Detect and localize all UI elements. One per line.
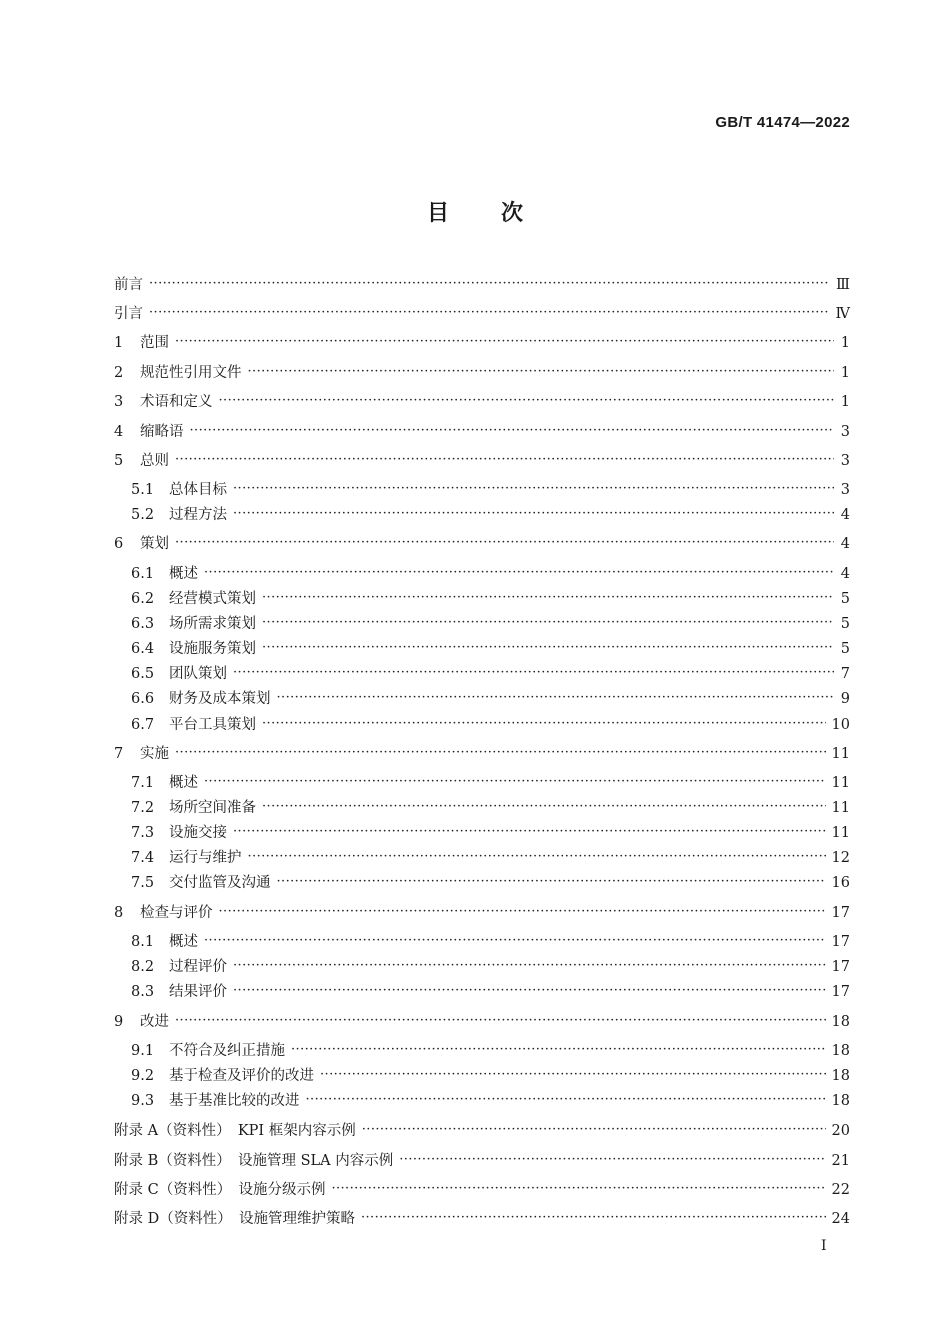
toc-entry-page: 17 (831, 984, 850, 1000)
toc-entry-number: 5.1 (131, 482, 155, 498)
toc-entry-number: 5 (114, 453, 124, 469)
footer-page-number: Ⅰ (821, 1238, 827, 1254)
toc-entry-page: 3 (840, 424, 850, 440)
toc-entry-label: 附录 C（资料性） 设施分级示例 (114, 1182, 326, 1198)
toc-entry[interactable] (114, 421, 850, 443)
toc-entry-page: 11 (831, 800, 850, 816)
toc-entry[interactable] (114, 1208, 850, 1230)
toc-entry-page: 3 (840, 453, 850, 469)
toc-entry-page: 22 (831, 1182, 850, 1198)
toc-entry-number: 6.2 (131, 591, 155, 607)
dot-leader (219, 906, 826, 920)
dot-leader (277, 876, 826, 890)
dot-leader (233, 508, 834, 522)
toc-entry[interactable] (114, 362, 850, 384)
toc-entry-number: 9.2 (131, 1068, 155, 1084)
dot-leader (233, 483, 834, 497)
toc-entry-label: 范围 (140, 335, 169, 351)
toc-entry[interactable] (114, 504, 850, 526)
dot-leader (175, 454, 834, 468)
dot-leader (204, 567, 834, 581)
page-title (0, 196, 950, 227)
toc-entry-page: 1 (840, 365, 850, 381)
toc-entry-label: 交付监管及沟通 (169, 875, 271, 891)
toc-entry[interactable] (114, 613, 850, 635)
toc-entry-label: 总体目标 (169, 482, 227, 498)
toc-entry-page: 17 (831, 934, 850, 950)
dot-leader (219, 395, 835, 409)
toc-entry-label: 场所空间准备 (169, 800, 256, 816)
toc-entry[interactable] (114, 772, 850, 794)
toc-entry-page: 4 (840, 507, 850, 523)
title-char-1: 目 (426, 201, 449, 226)
toc-entry-page: 3 (840, 482, 850, 498)
toc-entry-label: 前言 (114, 277, 143, 293)
toc-entry-page: 5 (840, 616, 850, 632)
toc-entry-label: 附录 D（资料性） 设施管理维护策略 (114, 1211, 355, 1227)
toc-entry[interactable] (114, 872, 850, 894)
toc-entry-number: 6.3 (131, 616, 155, 632)
dot-leader (204, 776, 826, 790)
toc-entry-label: 概述 (169, 775, 198, 791)
dot-leader (262, 801, 826, 815)
toc-entry-number: 6.1 (131, 566, 155, 582)
toc-entry-label: 过程评价 (169, 959, 227, 975)
toc-entry-label: 引言 (114, 306, 143, 322)
toc-entry-number: 8.1 (131, 934, 155, 950)
dot-leader (175, 1015, 826, 1029)
toc-entry-number: 3 (114, 394, 124, 410)
toc-entry[interactable] (114, 274, 850, 296)
toc-entry-label: 结果评价 (169, 984, 227, 1000)
toc-entry-label: 附录 A（资料性） KPI 框架内容示例 (114, 1123, 356, 1139)
toc-entry[interactable] (114, 847, 850, 869)
dot-leader (175, 537, 834, 551)
toc-entry-page: 12 (831, 850, 850, 866)
dot-leader (262, 617, 834, 631)
dot-leader (233, 667, 834, 681)
toc-entry[interactable] (114, 391, 850, 413)
toc-entry-label: 规范性引用文件 (140, 365, 242, 381)
toc-entry-label: 策划 (140, 536, 169, 552)
toc-entry-number: 9 (114, 1014, 124, 1030)
toc-entry-label: 术语和定义 (140, 394, 213, 410)
toc-entry[interactable] (114, 450, 850, 472)
toc-entry-page: 17 (831, 905, 850, 921)
toc-entry-label: 设施交接 (169, 825, 227, 841)
title-char-2: 次 (501, 201, 524, 226)
toc-entry-label: 附录 B（资料性） 设施管理 SLA 内容示例 (114, 1153, 394, 1169)
dot-leader (233, 960, 826, 974)
toc-entry-page: Ⅲ (836, 277, 850, 293)
toc-entry[interactable] (114, 956, 850, 978)
toc-entry-number: 6.7 (131, 717, 155, 733)
toc-entry-page: 16 (831, 875, 850, 891)
dot-leader (204, 935, 826, 949)
toc-entry[interactable] (114, 303, 850, 325)
toc-entry-number: 9.3 (131, 1093, 155, 1109)
toc-entry-label: 实施 (140, 746, 169, 762)
dot-leader (149, 307, 830, 321)
toc-entry-label: 检查与评价 (140, 905, 213, 921)
toc-entry[interactable] (114, 797, 850, 819)
toc-entry-page: 5 (840, 591, 850, 607)
toc-entry[interactable] (114, 1120, 850, 1142)
toc-entry[interactable] (114, 1150, 850, 1172)
toc-entry-page: 4 (840, 536, 850, 552)
toc-entry-number: 7.3 (131, 825, 155, 841)
toc-entry-number: 4 (114, 424, 124, 440)
dot-leader (291, 1044, 826, 1058)
toc-entry-label: 概述 (169, 934, 198, 950)
dot-leader (149, 278, 830, 292)
toc-entry-number: 7.1 (131, 775, 155, 791)
standard-code: GB/T 41474—2022 (715, 114, 850, 131)
dot-leader (175, 336, 834, 350)
toc-entry-number: 1 (114, 335, 124, 351)
toc-entry[interactable] (114, 902, 850, 924)
toc-entry-number: 6.4 (131, 641, 155, 657)
toc-entry-number: 7.2 (131, 800, 155, 816)
dot-leader (248, 366, 835, 380)
toc-entry-page: 1 (840, 335, 850, 351)
toc-entry-page: 17 (831, 959, 850, 975)
toc-entry-page: 11 (831, 746, 850, 762)
toc-entry-label: 不符合及纠正措施 (169, 1043, 285, 1059)
toc-entry[interactable] (114, 1179, 850, 1201)
toc-entry[interactable] (114, 981, 850, 1003)
dot-leader (306, 1094, 826, 1108)
toc-entry-page: 18 (831, 1093, 850, 1109)
dot-leader (175, 747, 826, 761)
toc-entry[interactable] (114, 1011, 850, 1033)
toc-entry-number: 6 (114, 536, 124, 552)
toc-entry-page: 11 (831, 775, 850, 791)
toc-entry-label: 基于检查及评价的改进 (169, 1068, 314, 1084)
toc-entry-number: 5.2 (131, 507, 155, 523)
toc-entry-label: 财务及成本策划 (169, 691, 271, 707)
toc-entry[interactable] (114, 638, 850, 660)
toc-entry-number: 8.3 (131, 984, 155, 1000)
dot-leader (362, 1124, 826, 1138)
toc-entry-label: 概述 (169, 566, 198, 582)
dot-leader (190, 425, 835, 439)
toc-entry-number: 2 (114, 365, 124, 381)
toc-entry-page: 4 (840, 566, 850, 582)
toc-entry-label: 运行与维护 (169, 850, 242, 866)
toc-entry-label: 设施服务策划 (169, 641, 256, 657)
toc-entry[interactable] (114, 563, 850, 585)
dot-leader (361, 1212, 826, 1226)
dot-leader (399, 1154, 825, 1168)
toc-entry-page: 10 (831, 717, 850, 733)
toc-entry-page: 18 (831, 1068, 850, 1084)
toc-entry-number: 8 (114, 905, 124, 921)
toc-entry-page: 5 (840, 641, 850, 657)
toc-entry[interactable] (114, 931, 850, 953)
toc-entry-number: 6.6 (131, 691, 155, 707)
toc-entry-page: 18 (831, 1043, 850, 1059)
toc-entry-label: 团队策划 (169, 666, 227, 682)
toc-entry-number: 8.2 (131, 959, 155, 975)
toc-entry-label: 基于基准比较的改进 (169, 1093, 300, 1109)
toc-entry-number: 7 (114, 746, 124, 762)
toc-entry[interactable] (114, 822, 850, 844)
dot-leader (233, 826, 826, 840)
toc-entry[interactable] (114, 688, 850, 710)
toc-entry[interactable] (114, 479, 850, 501)
toc-entry-number: 6.5 (131, 666, 155, 682)
toc-entry-label: 经营模式策划 (169, 591, 256, 607)
toc-entry-page: 11 (831, 825, 850, 841)
toc-entry[interactable] (114, 714, 850, 736)
dot-leader (248, 851, 826, 865)
toc-entry-number: 7.5 (131, 875, 155, 891)
toc-entry-label: 改进 (140, 1014, 169, 1030)
toc-entry-page: Ⅳ (835, 306, 850, 322)
toc-entry-label: 过程方法 (169, 507, 227, 523)
toc-entry[interactable] (114, 533, 850, 555)
dot-leader (262, 592, 834, 606)
toc-entry-page: 21 (831, 1153, 850, 1169)
toc-entry-page: 24 (831, 1211, 850, 1227)
toc-entry-page: 1 (840, 394, 850, 410)
toc-entry-page: 9 (840, 691, 850, 707)
dot-leader (277, 692, 835, 706)
toc-entry-label: 场所需求策划 (169, 616, 256, 632)
toc-entry-number: 9.1 (131, 1043, 155, 1059)
toc-entry[interactable] (114, 332, 850, 354)
toc-entry-label: 缩略语 (140, 424, 184, 440)
toc-entry[interactable] (114, 1065, 850, 1087)
toc-entry[interactable] (114, 663, 850, 685)
dot-leader (331, 1183, 825, 1197)
toc-entry[interactable] (114, 588, 850, 610)
dot-leader (320, 1069, 826, 1083)
dot-leader (262, 718, 826, 732)
dot-leader (262, 642, 834, 656)
toc-entry-page: 18 (831, 1014, 850, 1030)
toc-entry-label: 总则 (140, 453, 169, 469)
toc-entry[interactable] (114, 1040, 850, 1062)
toc-entry[interactable] (114, 743, 850, 765)
toc-entry-page: 20 (831, 1123, 850, 1139)
toc-entry-page: 7 (840, 666, 850, 682)
dot-leader (233, 985, 826, 999)
toc-entry-number: 7.4 (131, 850, 155, 866)
toc-entry-label: 平台工具策划 (169, 717, 256, 733)
toc-entry[interactable] (114, 1090, 850, 1112)
